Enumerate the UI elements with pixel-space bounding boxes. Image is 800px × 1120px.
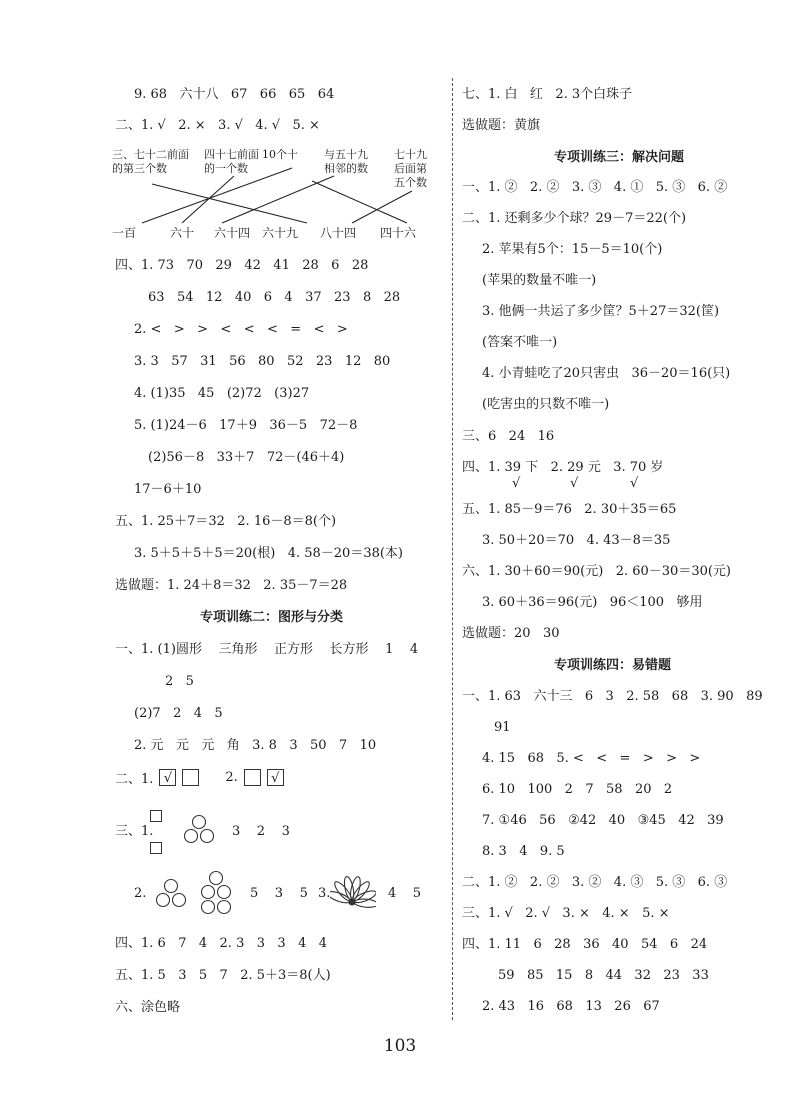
answer-line: 9. 68 六十八 67 66 65 64	[134, 87, 335, 102]
match-bottom-label: 六十九	[262, 226, 299, 240]
section-heading: 专项训练二：图形与分类	[200, 610, 344, 625]
answer-line: (2)56－8 33＋7 72－(46＋4)	[148, 450, 345, 465]
answer-line: 选做题：黄旗	[462, 118, 541, 133]
item-label: 2.	[134, 886, 147, 901]
matching-bottom-labels	[112, 225, 417, 240]
answer-line: 一、1. 63 六十三 6 3 2. 58 68 3. 90 89	[462, 689, 763, 704]
answer-line: 8. 3 4 9. 5	[482, 844, 565, 859]
answer-line: 2. 元 元 元 角 3. 8 3 50 7 10	[134, 738, 377, 753]
answer-line: 59 85 15 8 44 32 23 33	[498, 968, 709, 983]
answer-line: 选做题：1. 24＋8＝32 2. 35－7＝28	[115, 578, 348, 593]
answer-line: 2. 苹果有5个：15－5＝10(个)	[482, 242, 663, 257]
checked-box: √	[159, 769, 176, 786]
answer-line: 3. 他俩一共运了多少筐？5＋27＝32(筐)	[482, 304, 720, 319]
answer-line: 六、涂色略	[115, 1000, 181, 1015]
checked-box: √	[267, 769, 284, 786]
answer-line: (答案不唯一)	[482, 335, 558, 350]
answer-line: 选做题：20 30	[462, 626, 560, 641]
match-line	[142, 168, 292, 223]
answer-line: 一、1. ② 2. ② 3. ③ 4. ① 5. ③ 6. ②	[462, 180, 728, 195]
answer-line: 4. (1)35 45 (2)72 (3)27	[134, 386, 310, 401]
answer-line: 5 3 5	[250, 886, 308, 901]
small-square-icon	[150, 810, 162, 822]
item-label: 二、1.	[115, 772, 154, 787]
item-label: 3.	[318, 886, 331, 901]
answer-line: 2. 43 16 68 13 26 67	[482, 999, 660, 1014]
empty-box	[182, 769, 199, 786]
page-number: 103	[383, 1036, 417, 1056]
answer-line: 17－6＋10	[134, 482, 202, 497]
answer-line: 4. 小青蛙吃了20只害虫 36－20＝16(只)	[482, 366, 731, 381]
answer-line: 2. < > > < < < = < >	[134, 322, 348, 337]
answer-line: 6. 10 100 2 7 58 20 2	[482, 782, 673, 797]
match-top-label: 的第三个数	[112, 162, 167, 175]
match-bottom-label: 八十四	[320, 226, 357, 240]
small-square-icon	[150, 842, 162, 854]
match-top-label: 的一个数	[204, 162, 248, 175]
match-bottom-label: 一百	[112, 226, 137, 240]
check-mark: √	[570, 476, 579, 491]
answer-line: 五、1. 85－9＝76 2. 30＋35＝65	[462, 502, 677, 517]
column-divider	[452, 78, 453, 1020]
circles-icon	[182, 814, 216, 846]
answer-line: 3. 50＋20＝70 4. 43－8＝35	[482, 533, 671, 548]
answer-line: 7. ①46 56 ②42 40 ③45 42 39	[482, 813, 724, 828]
circles-icon	[198, 870, 234, 916]
answer-line: 六、1. 30＋60＝90(元) 2. 60－30＝30(元)	[462, 564, 732, 579]
check-mark: √	[512, 476, 521, 491]
answer-line: 三、1. √ 2. √ 3. × 4. × 5. ×	[462, 906, 670, 921]
answer-line: 5. (1)24－6 17＋9 36－5 72－8	[134, 418, 358, 433]
answer-line: 一、1. (1)圆形 三角形 正方形 长方形 1 4	[115, 642, 419, 657]
match-line	[182, 176, 234, 223]
match-top-label: 四十七前面	[204, 148, 259, 161]
match-line	[352, 191, 412, 223]
answer-line: 四、1. 39 下 2. 29 元 3. 70 岁	[462, 460, 664, 475]
answer-line: 3 2 3	[232, 824, 290, 839]
match-top-label: 相邻的数	[324, 162, 368, 175]
empty-box	[244, 769, 261, 786]
answer-line: 2 5	[165, 674, 194, 689]
match-top-label: 与五十九	[324, 148, 368, 161]
match-top-label: 五个数	[394, 176, 427, 189]
answer-line: (吃害虫的只数不唯一)	[482, 397, 610, 412]
answer-line: 91	[494, 720, 511, 735]
circles-icon	[154, 878, 188, 910]
answer-line: 3. 5＋5＋5＋5＝20(根) 4. 58－20＝38(本)	[134, 546, 404, 561]
match-line	[152, 184, 307, 223]
flower-icon	[330, 868, 376, 918]
answer-line: 五、1. 5 3 5 7 2. 5＋3＝8(人)	[115, 968, 331, 983]
answer-line: 4 5	[388, 886, 422, 901]
answer-line: 3. 3 57 31 56 80 52 23 12 80	[134, 354, 391, 369]
section-heading: 专项训练三：解决问题	[554, 150, 685, 165]
section-heading: 专项训练四：易错题	[554, 658, 672, 673]
answer-line: 七、1. 白 红 2. 3个白珠子	[462, 87, 633, 102]
item-label: 2.	[225, 770, 238, 785]
match-top-label: 后面第	[394, 162, 427, 175]
answer-line: 四、1. 6 7 4 2. 3 3 3 4 4	[115, 936, 328, 951]
answer-line: 三、6 24 16	[462, 429, 555, 444]
match-bottom-label: 六十四	[214, 226, 251, 240]
match-top-label: 三、七十二前面	[112, 148, 189, 161]
answer-line: 五、1. 25＋7＝32 2. 16－8＝8(个)	[115, 514, 337, 529]
answer-line: 二、1. ② 2. ② 3. ② 4. ③ 5. ③ 6. ③	[462, 875, 728, 890]
answer-line: 四、1. 73 70 29 42 41 28 6 28	[115, 258, 369, 273]
matching-diagram	[112, 146, 442, 241]
answer-line: 63 54 12 40 6 4 37 23 8 28	[148, 290, 401, 305]
checkbox-row	[115, 768, 284, 787]
answer-line: 四、1. 11 6 28 36 40 54 6 24	[462, 937, 708, 952]
match-bottom-label: 六十	[170, 226, 195, 240]
answer-line: 二、1. 还剩多少个球？29－7＝22(个)	[462, 211, 687, 226]
matching-top-labels	[112, 147, 427, 189]
answer-line: (苹果的数量不唯一)	[482, 273, 597, 288]
match-line	[312, 181, 407, 223]
check-mark: √	[630, 476, 639, 491]
answer-line: (2)7 2 4 5	[134, 706, 223, 721]
answer-line: 3. 60＋36＝96(元) 96＜100 够用	[482, 595, 703, 610]
answer-line: 4. 15 68 5. < < = > > >	[482, 751, 701, 766]
match-bottom-label: 四十六	[380, 226, 417, 240]
answer-line: 二、1. √ 2. × 3. √ 4. √ 5. ×	[115, 118, 320, 133]
match-top-label: 10个十	[262, 148, 298, 161]
matching-lines	[142, 168, 412, 223]
item-label: 三、1.	[115, 824, 154, 839]
match-top-label: 七十九	[394, 148, 427, 161]
